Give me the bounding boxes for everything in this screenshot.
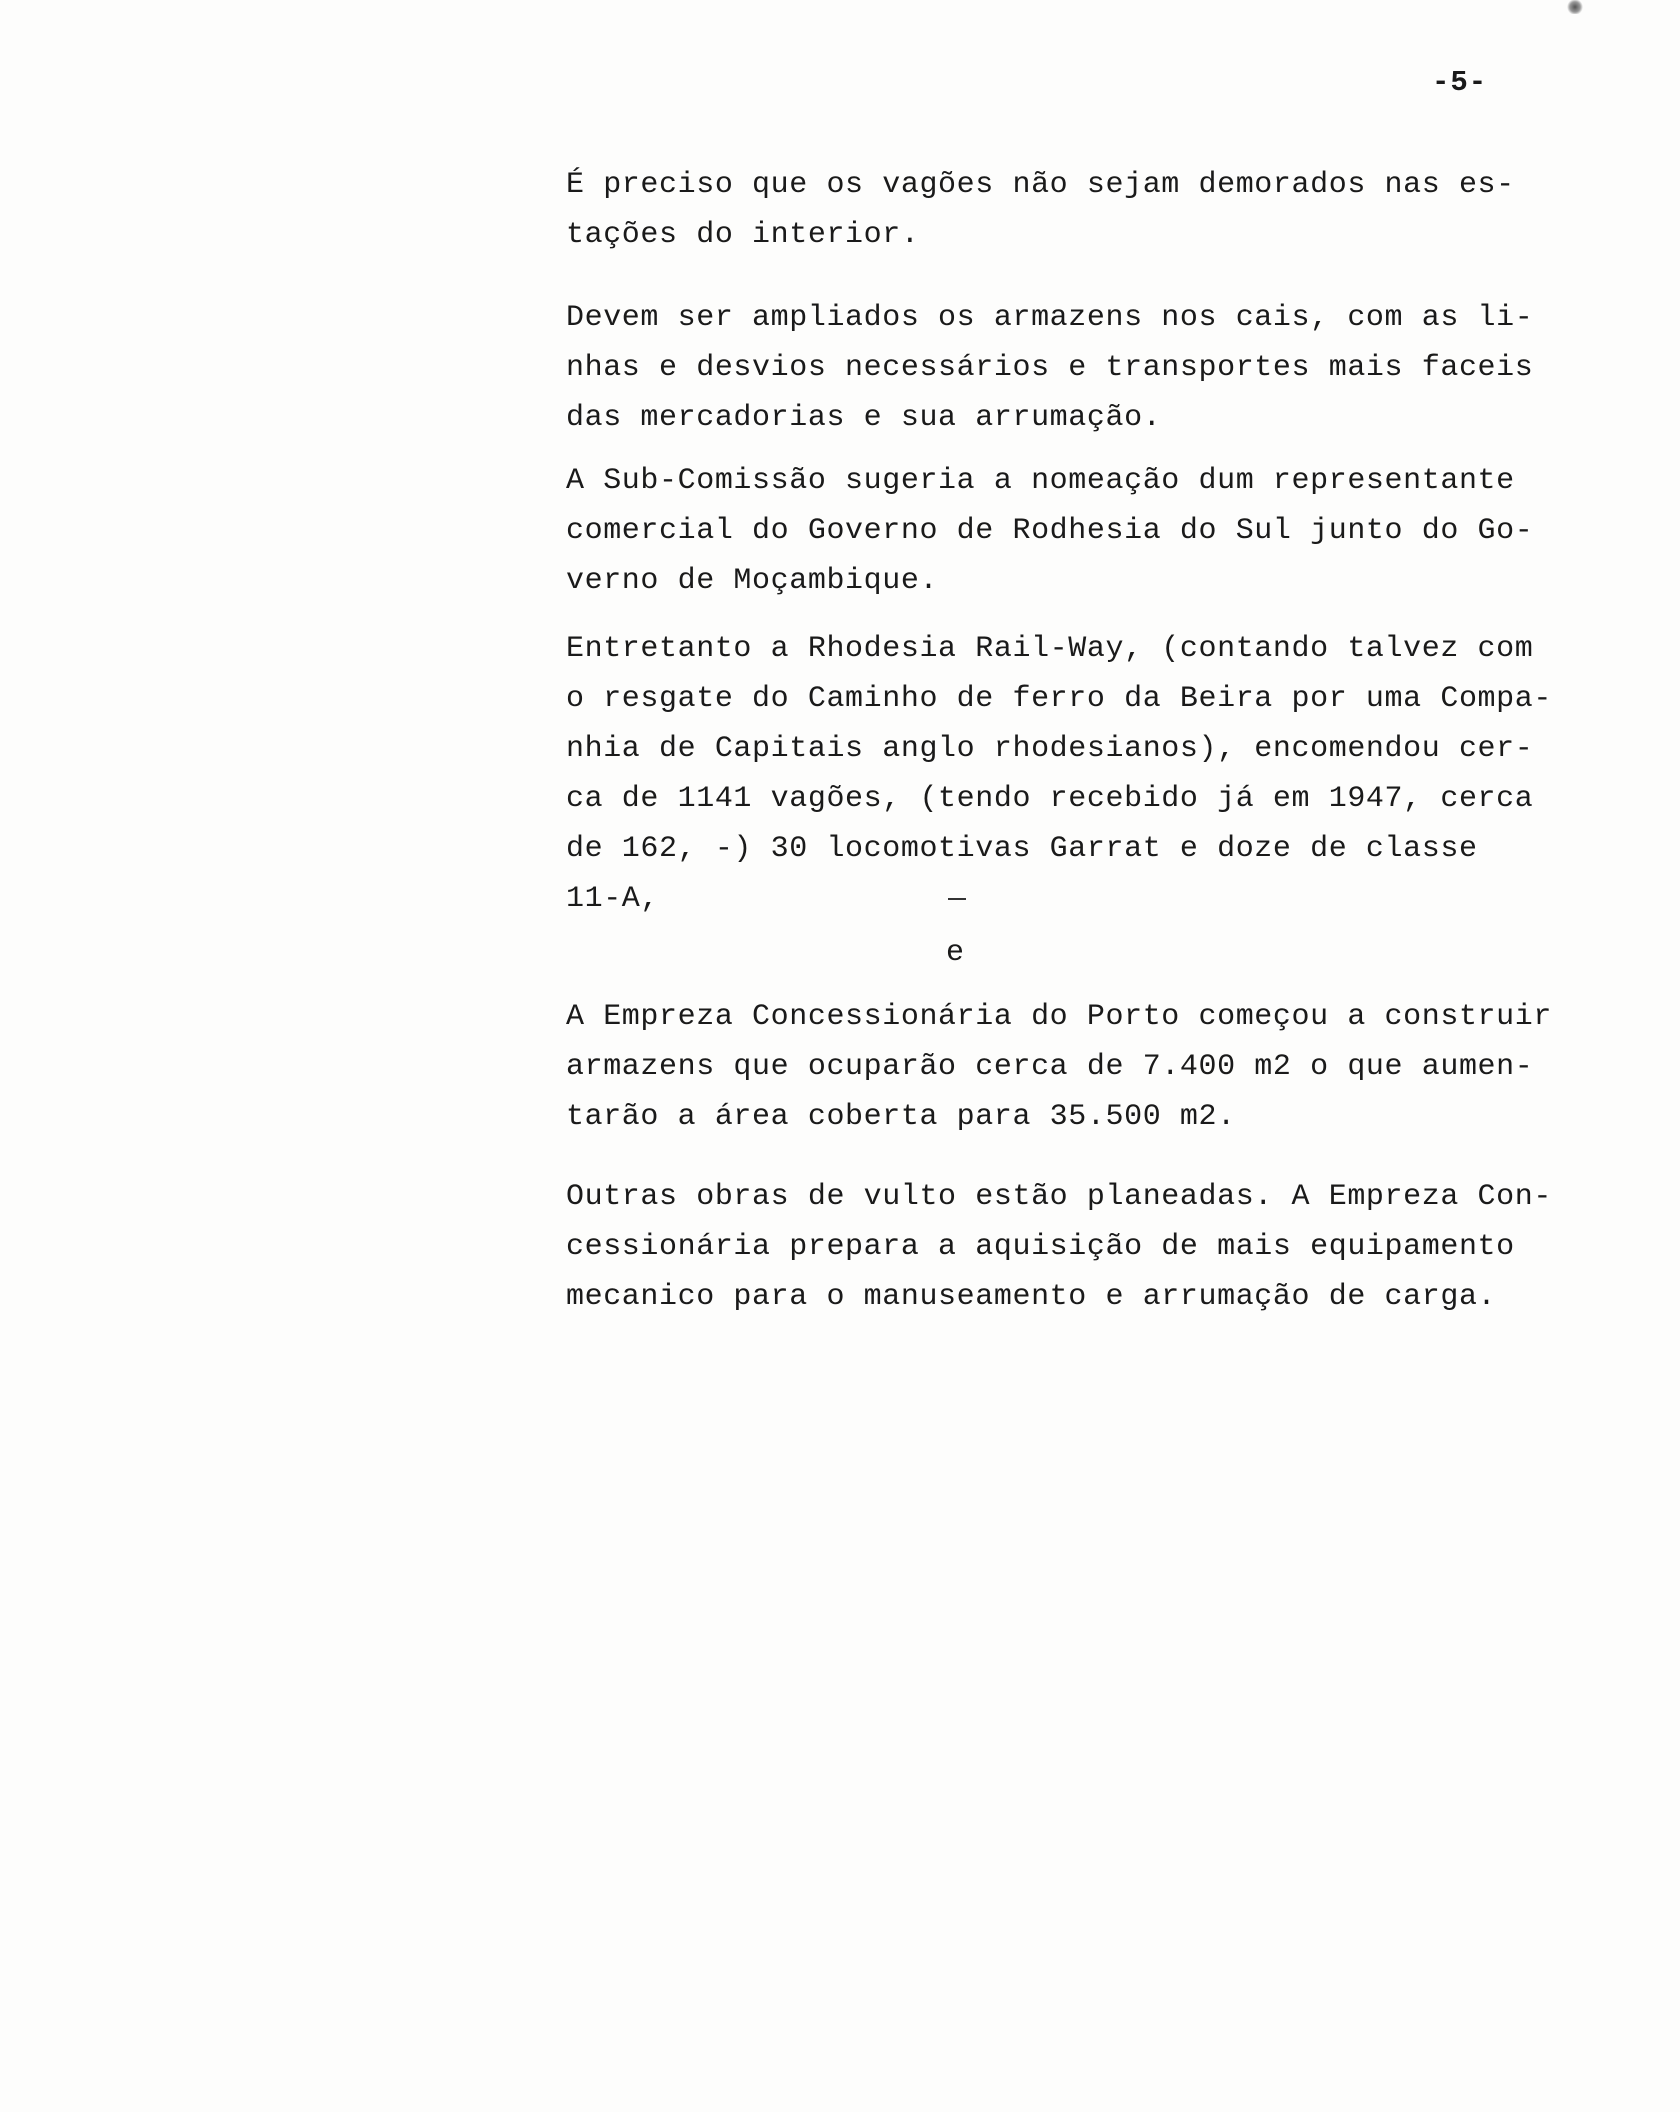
separator-dash bbox=[948, 898, 966, 900]
text-line: verno de Moçambique. bbox=[566, 564, 939, 598]
text-line: tações do interior. bbox=[566, 218, 920, 252]
text-line: É preciso que os vagões não sejam demorados nas es- bbox=[566, 168, 1515, 202]
text-line: nhia de Capitais anglo rhodesianos), encomendou cer- bbox=[566, 732, 1534, 766]
text-line: 11-A, bbox=[566, 882, 660, 916]
text-line: Entretanto a Rhodesia Rail-Way, (contando talvez com bbox=[566, 632, 1534, 666]
paragraph-1 bbox=[566, 160, 1636, 260]
text-line: das mercadorias e sua arrumação. bbox=[566, 401, 1162, 435]
text-line: Outras obras de vulto estão planeadas. A Empreza Con- bbox=[566, 1180, 1552, 1214]
paragraph-4 bbox=[566, 624, 1636, 924]
text-line: tarão a área coberta para 35.500 m2. bbox=[566, 1100, 1236, 1134]
text-line: mecanico para o manuseamento e arrumação de carga. bbox=[566, 1280, 1497, 1314]
text-line: nhas e desvios necessários e transportes mais faceis bbox=[566, 351, 1534, 385]
text-line: A Empreza Concessionária do Porto começou a construir bbox=[566, 1000, 1552, 1034]
page-number: -5- bbox=[1432, 66, 1488, 99]
text-line: de 162, -) 30 locomotivas Garrat e doze de classe bbox=[566, 832, 1478, 866]
text-line: ca de 1141 vagões, (tendo recebido já em 1947, cerca bbox=[566, 782, 1534, 816]
paragraph-5 bbox=[566, 992, 1636, 1142]
text-line: Devem ser ampliados os armazens nos cais, com as li- bbox=[566, 301, 1534, 335]
text-line: comercial do Governo de Rodhesia do Sul junto do Go- bbox=[566, 514, 1534, 548]
scan-speck bbox=[1566, 0, 1584, 14]
text-line: A Sub-Comissão sugeria a nomeação dum representante bbox=[566, 464, 1515, 498]
paragraph-3 bbox=[566, 456, 1636, 606]
text-line: o resgate do Caminho de ferro da Beira por uma Compa- bbox=[566, 682, 1552, 716]
text-line: armazens que ocuparão cerca de 7.400 m2 o que aumen- bbox=[566, 1050, 1534, 1084]
text-line: cessionária prepara a aquisição de mais equipamento bbox=[566, 1230, 1515, 1264]
connector-word: e bbox=[946, 936, 965, 970]
paragraph-6 bbox=[566, 1172, 1636, 1322]
paragraph-2 bbox=[566, 293, 1636, 443]
